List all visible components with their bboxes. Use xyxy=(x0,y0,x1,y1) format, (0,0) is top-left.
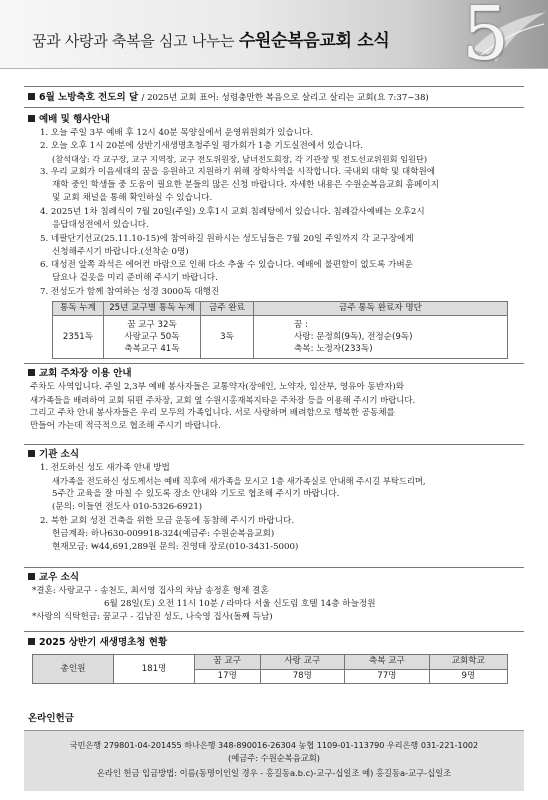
table-row xyxy=(53,316,508,359)
table-header: 교회학교 xyxy=(429,655,507,670)
table-header: 통독 누계 xyxy=(53,302,104,316)
square-bullet-icon xyxy=(28,638,35,645)
worship-line: (참석대상: 각 교구장, 교구 지역장, 교구 전도위원장, 남녀전도회장, 각 기관장 및 전도선교위원회 임원단) xyxy=(52,154,428,164)
worship-line: 1. 오늘 주일 3부 예배 후 12시 40분 목양실에서 운영위원회가 있습니다. xyxy=(40,128,314,138)
members-line: *사랑의 식탁헌금: 꿈교구 - 김남진 성도, 나숙영 집사(돌째 득남) xyxy=(32,612,273,622)
institution-line: 2. 북한 교회 성전 건축을 위한 모금 운동에 동참해 주시기 바랍니다. xyxy=(40,516,295,526)
table-cell: 78명 xyxy=(260,669,345,684)
intro-section xyxy=(28,91,429,105)
square-bullet-icon xyxy=(28,450,35,457)
square-bullet-icon xyxy=(28,93,35,100)
newsletter-header xyxy=(0,0,548,77)
table-header: 사랑 교구 xyxy=(260,655,345,670)
divider xyxy=(24,444,524,445)
square-bullet-icon xyxy=(28,369,35,376)
members-section-title: 교우 소식 xyxy=(28,571,79,584)
parking-line: 새가족들을 배려하여 교회 뒤편 주차장, 교회 옆 수원시홍재복지타운 주차장 등을 이용해 주시기 바랍니다. xyxy=(30,395,416,405)
parking-line: 주차도 사역입니다. 주일 2,3부 예배 봉사자들은 교통약자(장애인, 노약자, 임산부, 영유아 동반자)와 xyxy=(30,382,405,392)
divider xyxy=(24,363,524,364)
table-header-row xyxy=(53,302,508,316)
institution-line: 5주간 교육을 잘 마칠 수 있도록 장소 안내와 기도로 협조해 주시기 바랍니다. xyxy=(52,489,340,499)
members-line: 6월 28일(토) 오전 11시 10분 / 라마다 서울 신도림 호텔 14층 하늘정원 xyxy=(104,599,376,609)
worship-line: 신청해주시기 바랍니다.(선착순 0명) xyxy=(52,247,189,257)
table-row xyxy=(33,655,508,670)
total-reading-count: 2351독 xyxy=(53,316,104,359)
table-header: 축복 교구 xyxy=(345,655,430,670)
worship-line: 3. 우리 교회가 이음세대의 꿈을 응원하고 지원하기 위해 장학사역을 시작합니다. 국내외 대학 및 대학원에 xyxy=(40,167,436,177)
parking-section-title: 교회 주차장 이용 안내 xyxy=(28,367,132,380)
institution-line: 1. 전도하신 성도 새가족 안내 방법 xyxy=(40,463,170,473)
divider xyxy=(24,86,524,87)
table-cell: 77명 xyxy=(345,669,430,684)
worship-line: 4. 2025년 1차 침례식이 7월 20일(주일) 오후1시 교회 침례탕에서 있습니다. 침례감사예배는 오후2시 xyxy=(40,207,425,217)
this-week-count: 3독 xyxy=(201,316,254,359)
table-header: 25년 교구별 통독 누계 xyxy=(104,302,201,316)
completer-names: 꿈 : 사랑: 문정희(9독), 전정순(9독) 축복: 노정자(233독) xyxy=(254,316,508,359)
table-header: 꿈 교구 xyxy=(195,655,261,670)
table-cell: 9명 xyxy=(429,669,507,684)
district-counts: 꿈 교구 32독 사랑교구 50독 축복교구 41독 xyxy=(104,316,201,359)
worship-line: 재학 중인 학생들 중 도움이 필요한 분들의 많은 신청 바랍니다. 자세한 내용은 수원순복음교회 홈페이지 xyxy=(52,180,439,190)
worship-section-title: 예배 및 행사안내 xyxy=(28,113,110,126)
bank-accounts: 국민은행 279801-04-201455 하나은행 348-890016-26304 농협 1109-01-113790 우리은행 031-221-1002 xyxy=(69,740,479,750)
institution-line: 현재모금: ₩44,691,289원 문의: 진영태 장로(010-3431-5000) xyxy=(52,542,299,552)
online-offering-box xyxy=(24,730,524,791)
church-name-title: 수원순복음교회 소식 xyxy=(238,31,390,51)
worship-line: 6. 대성전 앞쪽 좌석은 에어컨 바람으로 인해 다소 추울 수 있습니다. 예배에 불편함이 없도록 가벼운 xyxy=(40,260,413,270)
divider xyxy=(24,107,524,108)
page-title xyxy=(32,31,390,51)
table-header: 금주 통독 완료자 명단 xyxy=(254,302,508,316)
total-label: 총인원 xyxy=(33,655,114,684)
institution-line: 새가족을 전도하신 성도께서는 예배 직후에 새가족을 모시고 1층 새가족실로 안내해 주시길 부탁드리며, xyxy=(52,476,426,486)
table-cell: 17명 xyxy=(195,669,261,684)
deposit-method: 온라인 헌금 입금방법: 이름(동명이인일 경우 - 홍길동a.b.c)-교구-십일조 예) 홍길동a-교구-십일조 xyxy=(96,768,452,778)
revival-section-title: 2025 상반기 새생명초청 현황 xyxy=(28,636,167,649)
members-line: *결혼: 사랑교구 - 송천도, 최서영 집사의 차남 송정훈 형제 결혼 xyxy=(32,586,269,596)
issue-number: 5 xyxy=(462,0,510,77)
total-value: 181명 xyxy=(114,655,195,684)
divider xyxy=(24,631,524,632)
worship-line: 7. 전성도가 함께 참여하는 성경 3000독 대행진 xyxy=(40,287,220,297)
worship-line: 응답대성전에서 있습니다. xyxy=(52,220,149,230)
revival-table xyxy=(32,654,508,684)
divider xyxy=(24,567,524,568)
header-subtitle: 꿈과 사랑과 축복을 심고 나누는 xyxy=(32,32,235,50)
bible-reading-table xyxy=(52,301,508,359)
institution-line: (문의: 이들연 전도사 010-5326-6921) xyxy=(52,502,203,512)
account-holder: (예금주: 수원순복음교회) xyxy=(227,753,321,763)
worship-line: 2. 오늘 오후 1시 20분에 상반기새생명초청주일 평가회가 1층 기도실전에서 있습니다. xyxy=(40,141,364,151)
parking-line: 그리고 주차 안내 봉사자들은 우리 모두의 가족입니다. 서로 사랑하며 배려함으로 행복한 공동체를 xyxy=(30,408,395,418)
table-header: 금주 완료 xyxy=(201,302,254,316)
worship-line: 및 교회 채널을 통해 확인하실 수 있습니다. xyxy=(52,193,213,203)
square-bullet-icon xyxy=(28,115,35,122)
worship-line: 담요나 겉옷을 미리 준비해 주시기 바랍니다. xyxy=(52,273,218,283)
online-section-title: 온라인헌금 xyxy=(28,713,74,724)
institution-line: 헌금계좌: 하나630-009918-324(예금주: 수원순복음교회) xyxy=(52,529,275,539)
institution-section-title: 기관 소식 xyxy=(28,448,79,461)
worship-line: 5. 네팔단기선교(25.11.10-15)에 참여하길 원하시는 성도님들은 7월 20일 주일까지 각 교구장에게 xyxy=(40,234,414,244)
intro-title: 6월 노방축호 전도의 달 xyxy=(39,92,139,103)
square-bullet-icon xyxy=(28,573,35,580)
intro-motto: / 2025년 교회 표어: 성령충만한 복음으로 살리고 살리는 교회(요 7:37~38) xyxy=(141,93,429,103)
parking-line: 만들어 가는데 적극적으로 협조해 주시기 바랍니다. xyxy=(30,421,221,431)
